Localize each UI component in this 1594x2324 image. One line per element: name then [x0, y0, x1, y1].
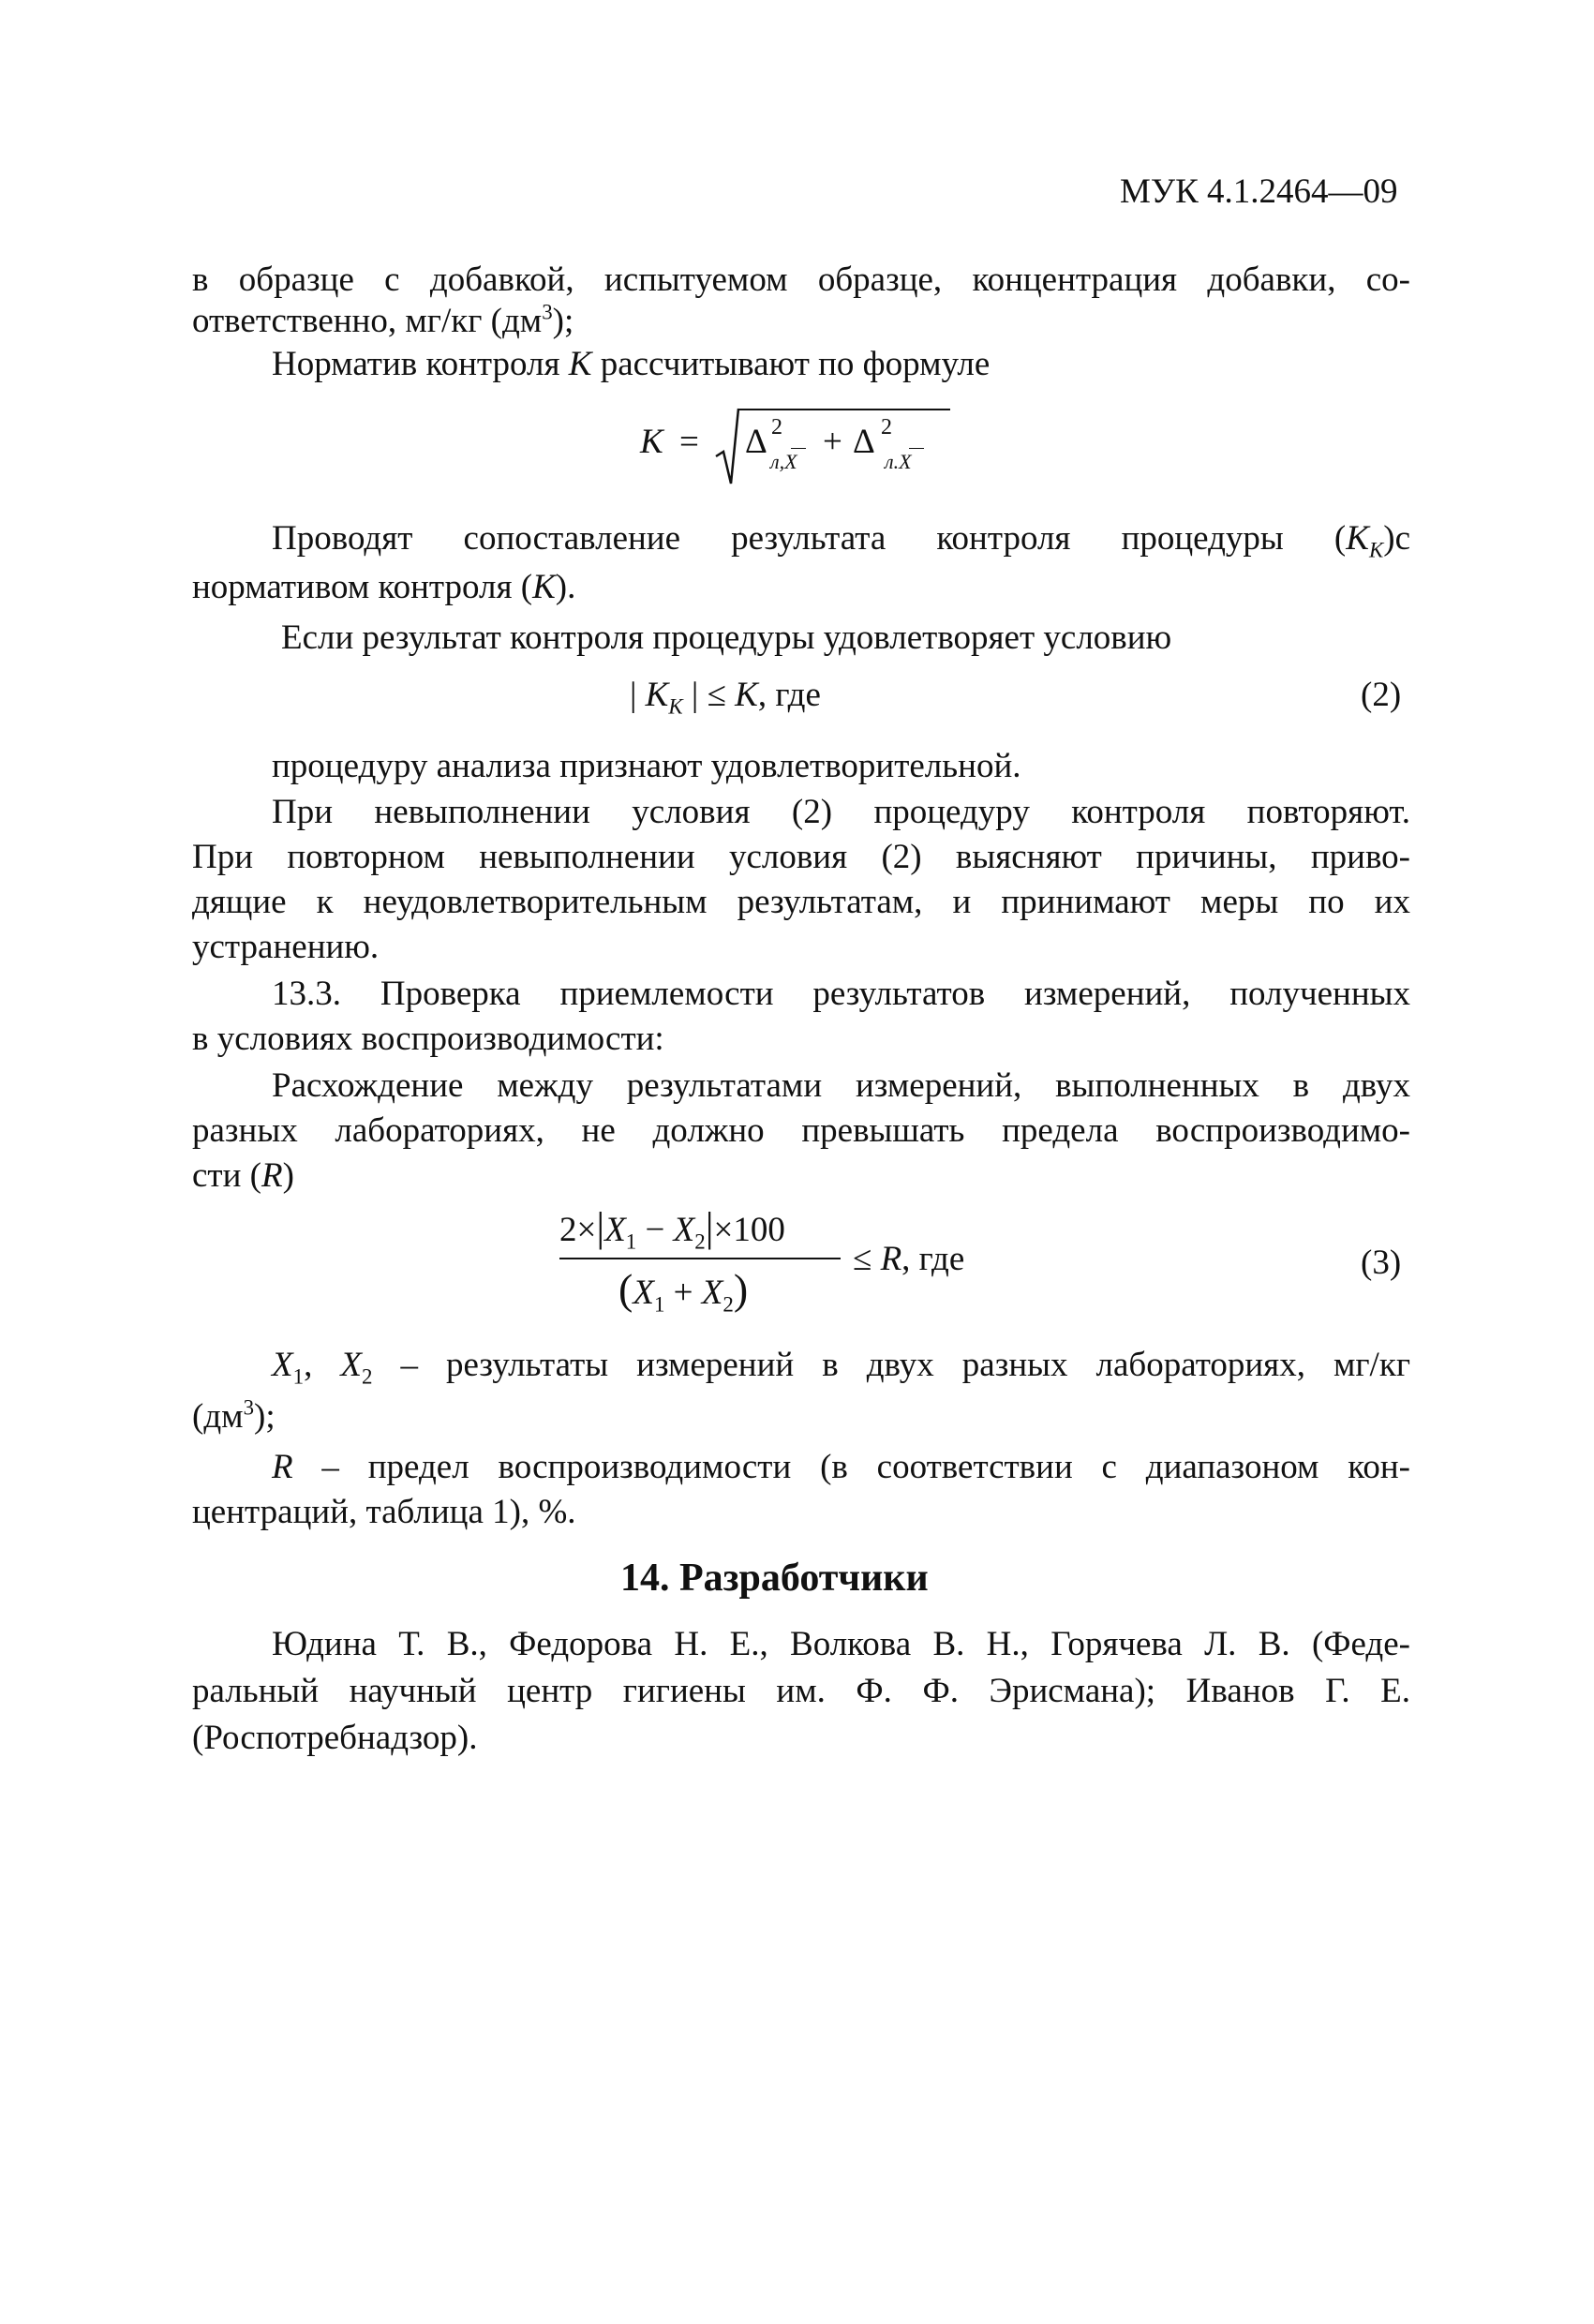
p11-line2: ральный научный центр гигиены им. Ф. Ф. Эрисмана); Иванов Г. Е.: [192, 1672, 1410, 1710]
overline-x2: [909, 448, 924, 449]
formula1-eq: =: [679, 423, 699, 461]
p8-line3: сти (R): [192, 1156, 294, 1195]
formula3-numerator: $2\times|X_1 - X_2|\times 100$: [559, 1204, 785, 1254]
formula1-pow2: 2: [881, 415, 892, 439]
p6-line2: При повторном невыполнении условия (2) выясняют причины, приво-: [192, 838, 1410, 876]
p1-line2: ответственно, мг/кг $(дм^3)$;: [192, 300, 574, 340]
p11-line3: (Роспотребнадзор).: [192, 1719, 478, 1757]
sqrt-bar: [738, 409, 950, 410]
p6-line1: При невыполнении условия (2) процедуру контроля повторяют.: [272, 793, 1410, 831]
overline-x1: [791, 448, 806, 449]
p6-line4: устранению.: [192, 928, 380, 966]
p7-line2: в условиях воспроизводимости:: [192, 1020, 664, 1058]
p5-text: процедуру анализа признают удовлетворительной.: [272, 747, 1021, 785]
formula1-lhs: K: [640, 423, 663, 461]
p8-line2: разных лабораториях, не должно превышать предела воспроизводимо-: [192, 1111, 1410, 1150]
fraction-bar: [559, 1258, 841, 1259]
p8-line1: Расхождение между результатами измерений, выполненных в двух: [272, 1066, 1410, 1105]
p3-line1: Проводят сопоставление результата контроля процедуры $(K_K)с$: [272, 519, 1410, 562]
p11-line1: Юдина Т. В., Федорова Н. Е., Волкова В. Н., Горячева Л. В. (Феде-: [272, 1625, 1410, 1663]
doc-code-header: МУК 4.1.2464—09: [1120, 172, 1398, 211]
p3-line2: нормативом контроля (K).: [192, 568, 576, 606]
sqrt-sign-icon: [714, 405, 740, 489]
equation-number-2: (2): [1361, 676, 1402, 714]
formula3-rhs: ≤ R, где: [853, 1240, 965, 1278]
p9-line1: $X_1$, $X_2$ – результаты измерений в двух разных лабораториях, мг/кг: [272, 1346, 1410, 1389]
equation-number-3: (3): [1361, 1244, 1402, 1282]
p7-line1: 13.3. Проверка приемлемости результатов измерений, полученных: [272, 975, 1410, 1013]
p10-line2: центраций, таблица 1), %.: [192, 1493, 576, 1531]
formula1-plus: +: [823, 423, 842, 461]
p10-line1: R – предел воспроизводимости (в соответствии с диапазоном кон-: [272, 1448, 1410, 1486]
p1-line1: в образце с добавкой, испытуемом образце, концентрация добавки, со-: [192, 261, 1410, 299]
formula1-pow1: 2: [771, 415, 782, 439]
formula1-delta2: Δ: [853, 423, 875, 461]
formula2-expr: | $K_K$ | ≤ K, где: [630, 676, 821, 719]
p4-text: Если результат контроля процедуры удовлетворяет условию: [281, 618, 1172, 657]
formula1-delta1: Δ: [745, 423, 767, 461]
p2-text: Норматив контроля K рассчитывают по формуле: [272, 345, 991, 383]
section-title-developers: 14. Разработчики: [620, 1557, 929, 1600]
p9-line2: $(дм^3)$;: [192, 1395, 276, 1436]
formula1-sub2: л.X: [885, 450, 912, 473]
formula1-sub1: л,X: [770, 450, 797, 473]
formula3-denominator: $(X_1 + X_2)$: [618, 1265, 749, 1317]
p6-line3: дящие к неудовлетворительным результатам, и принимают меры по их: [192, 883, 1410, 921]
